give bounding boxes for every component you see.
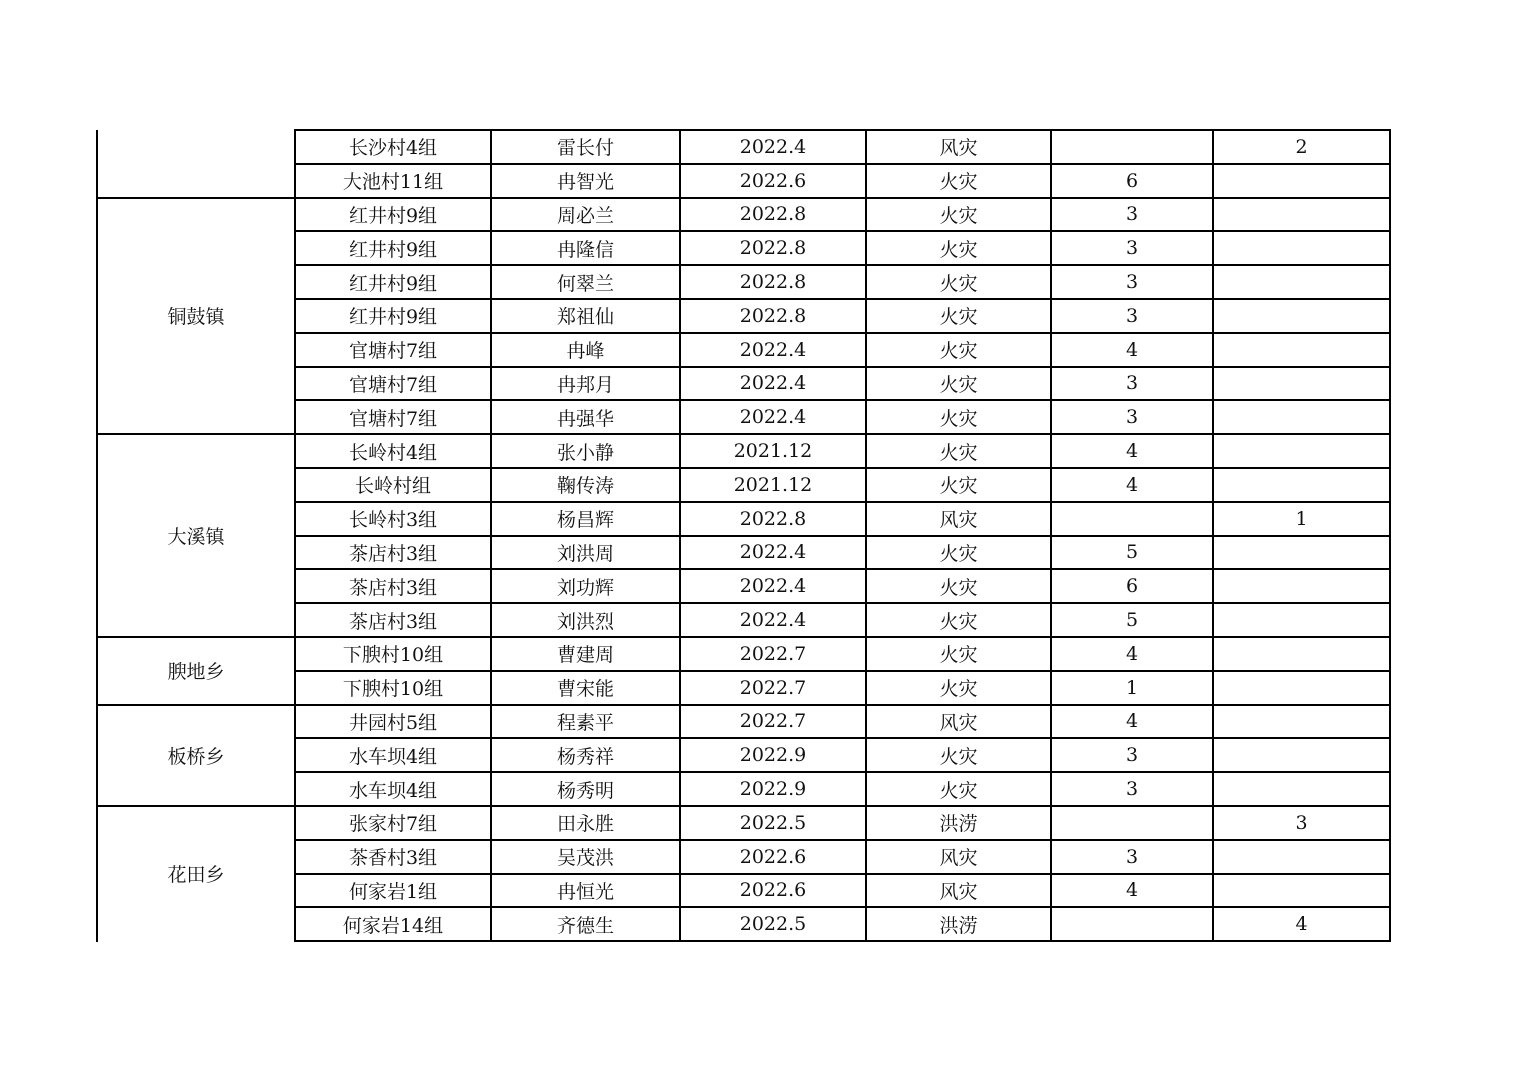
- count-cell-a: 3: [1125, 271, 1139, 294]
- column-divider: [1212, 129, 1214, 942]
- date-cell: 2022.9: [739, 778, 807, 801]
- date-cell: 2022.4: [739, 541, 807, 564]
- village-cell: 茶店村3组: [348, 542, 438, 565]
- name-cell: 冉恒光: [556, 880, 614, 903]
- disaster-type-cell: 火灾: [939, 475, 978, 498]
- count-cell-a: 4: [1125, 642, 1139, 665]
- disaster-type-cell: 洪涝: [939, 914, 978, 937]
- disaster-type-cell: 风灾: [939, 847, 978, 870]
- name-cell: 郑祖仙: [556, 306, 614, 329]
- date-cell: 2022.5: [739, 811, 807, 834]
- village-cell: 茶店村3组: [348, 576, 438, 599]
- date-cell: 2022.7: [739, 642, 807, 665]
- date-cell: 2021.12: [733, 473, 813, 496]
- date-cell: 2022.9: [739, 744, 807, 767]
- village-cell: 长岭村4组: [348, 441, 438, 464]
- count-cell-b: [1213, 299, 1390, 333]
- count-cell-a: 4: [1125, 710, 1139, 733]
- township-cell: 铜鼓镇: [167, 306, 225, 329]
- row-divider: [295, 535, 1391, 537]
- date-cell: 2022.7: [739, 676, 807, 699]
- date-cell: 2022.8: [739, 237, 807, 260]
- column-divider: [96, 130, 98, 942]
- name-cell: 张小静: [556, 441, 614, 464]
- name-cell: 刘功辉: [556, 576, 614, 599]
- name-cell: 杨昌辉: [556, 509, 614, 532]
- date-cell: 2022.8: [739, 507, 807, 530]
- date-cell: 2022.8: [739, 203, 807, 226]
- disaster-type-cell: 火灾: [939, 745, 978, 768]
- count-cell-b: 2: [1295, 135, 1308, 158]
- column-divider: [490, 129, 492, 942]
- count-cell-b: [1213, 840, 1390, 874]
- count-cell-b: [1213, 367, 1390, 401]
- village-cell: 长沙村4组: [348, 137, 438, 160]
- disaster-type-cell: 火灾: [939, 272, 978, 295]
- name-cell: 吴茂洪: [556, 847, 614, 870]
- count-cell-b: 1: [1295, 507, 1308, 530]
- village-cell: 水车坝4组: [348, 745, 438, 768]
- column-divider: [1389, 129, 1391, 942]
- village-cell: 红井村9组: [348, 238, 438, 261]
- count-cell-b: [1213, 874, 1390, 908]
- disaster-type-cell: 火灾: [939, 576, 978, 599]
- count-cell-a: 3: [1125, 744, 1139, 767]
- count-cell-b: [1213, 738, 1390, 772]
- count-cell-b: [1213, 671, 1390, 705]
- name-cell: 齐德生: [556, 914, 614, 937]
- date-cell: 2022.8: [739, 304, 807, 327]
- count-cell-a: 3: [1125, 304, 1139, 327]
- name-cell: 鞠传涛: [556, 475, 614, 498]
- name-cell: 冉智光: [556, 171, 614, 194]
- disaster-type-cell: 风灾: [939, 880, 978, 903]
- row-divider: [295, 163, 1391, 165]
- township-cell: [97, 130, 295, 198]
- disaster-type-cell: 火灾: [939, 238, 978, 261]
- name-cell: 冉邦月: [556, 373, 614, 396]
- village-cell: 红井村9组: [348, 306, 438, 329]
- row-divider: [295, 230, 1391, 232]
- count-cell-a: 5: [1125, 609, 1139, 632]
- village-cell: 张家村7组: [348, 813, 438, 836]
- row-divider: [295, 129, 1391, 131]
- count-cell-a: [1051, 907, 1213, 941]
- name-cell: 杨秀祥: [556, 745, 614, 768]
- disaster-type-cell: 火灾: [939, 542, 978, 565]
- village-cell: 官塘村7组: [348, 340, 438, 363]
- row-divider: [295, 940, 1391, 942]
- date-cell: 2022.4: [739, 338, 807, 361]
- column-divider: [294, 129, 296, 942]
- township-cell: 腴地乡: [167, 661, 225, 684]
- township-divider: [97, 433, 295, 435]
- count-cell-b: [1213, 536, 1390, 570]
- date-cell: 2022.4: [739, 609, 807, 632]
- date-cell: 2022.5: [739, 913, 807, 936]
- village-cell: 下腴村10组: [342, 644, 444, 667]
- count-cell-a: 3: [1125, 372, 1139, 395]
- date-cell: 2022.4: [739, 575, 807, 598]
- row-divider: [295, 501, 1391, 503]
- name-cell: 何翠兰: [556, 272, 614, 295]
- count-cell-b: [1213, 265, 1390, 299]
- row-divider: [295, 332, 1391, 334]
- name-cell: 冉峰: [566, 340, 605, 363]
- village-cell: 大池村11组: [342, 171, 444, 194]
- row-divider: [295, 433, 1391, 435]
- village-cell: 官塘村7组: [348, 373, 438, 396]
- row-divider: [295, 873, 1391, 875]
- row-divider: [295, 366, 1391, 368]
- row-divider: [295, 737, 1391, 739]
- count-cell-b: [1213, 434, 1390, 468]
- count-cell-b: [1213, 333, 1390, 367]
- date-cell: 2022.7: [739, 710, 807, 733]
- name-cell: 雷长付: [556, 137, 614, 160]
- disaster-type-cell: 风灾: [939, 137, 978, 160]
- count-cell-b: [1213, 468, 1390, 502]
- count-cell-a: 5: [1125, 541, 1139, 564]
- village-cell: 水车坝4组: [348, 779, 438, 802]
- name-cell: 刘洪烈: [556, 610, 614, 633]
- disaster-type-cell: 火灾: [939, 407, 978, 430]
- count-cell-b: [1213, 603, 1390, 637]
- count-cell-a: 3: [1125, 845, 1139, 868]
- village-cell: 下腴村10组: [342, 678, 444, 701]
- count-cell-a: [1051, 806, 1213, 840]
- name-cell: 田永胜: [556, 813, 614, 836]
- count-cell-a: 6: [1125, 575, 1139, 598]
- village-cell: 井园村5组: [348, 711, 438, 734]
- row-divider: [295, 636, 1391, 638]
- row-divider: [295, 467, 1391, 469]
- disaster-type-cell: 火灾: [939, 306, 978, 329]
- township-cell: 大溪镇: [167, 526, 225, 549]
- village-cell: 茶香村3组: [348, 847, 438, 870]
- row-divider: [295, 670, 1391, 672]
- disaster-type-cell: 火灾: [939, 204, 978, 227]
- count-cell-a: 3: [1125, 778, 1139, 801]
- row-divider: [295, 568, 1391, 570]
- disaster-type-cell: 火灾: [939, 340, 978, 363]
- count-cell-b: 4: [1295, 913, 1308, 936]
- count-cell-a: 1: [1125, 676, 1139, 699]
- row-divider: [295, 771, 1391, 773]
- name-cell: 杨秀明: [556, 779, 614, 802]
- row-divider: [295, 264, 1391, 266]
- row-divider: [295, 704, 1391, 706]
- column-divider: [865, 129, 867, 942]
- township-divider: [97, 805, 295, 807]
- row-divider: [295, 197, 1391, 199]
- village-cell: 长岭村组: [354, 475, 431, 498]
- count-cell-a: 3: [1125, 237, 1139, 260]
- count-cell-a: 4: [1125, 440, 1139, 463]
- count-cell-b: [1213, 198, 1390, 232]
- date-cell: 2022.6: [739, 845, 807, 868]
- count-cell-a: 3: [1125, 203, 1139, 226]
- disaster-type-cell: 火灾: [939, 373, 978, 396]
- name-cell: 刘洪周: [556, 542, 614, 565]
- village-cell: 何家岩14组: [342, 914, 444, 937]
- disaster-type-cell: 洪涝: [939, 813, 978, 836]
- count-cell-b: 3: [1295, 811, 1308, 834]
- date-cell: 2022.4: [739, 372, 807, 395]
- count-cell-b: [1213, 772, 1390, 806]
- name-cell: 程素平: [556, 711, 614, 734]
- date-cell: 2022.4: [739, 406, 807, 429]
- column-divider: [679, 129, 681, 942]
- count-cell-b: [1213, 400, 1390, 434]
- count-cell-a: [1051, 130, 1213, 164]
- village-cell: 长岭村3组: [348, 509, 438, 532]
- name-cell: 曹宋能: [556, 678, 614, 701]
- disaster-type-cell: 风灾: [939, 509, 978, 532]
- disaster-type-cell: 风灾: [939, 711, 978, 734]
- row-divider: [295, 298, 1391, 300]
- township-divider: [97, 704, 295, 706]
- column-divider: [1050, 129, 1052, 942]
- count-cell-b: [1213, 637, 1390, 671]
- disaster-type-cell: 火灾: [939, 644, 978, 667]
- township-divider: [97, 197, 295, 199]
- row-divider: [295, 906, 1391, 908]
- row-divider: [295, 602, 1391, 604]
- disaster-type-cell: 火灾: [939, 610, 978, 633]
- count-cell-a: 4: [1125, 473, 1139, 496]
- row-divider: [295, 399, 1391, 401]
- count-cell-b: [1213, 705, 1390, 739]
- disaster-type-cell: 火灾: [939, 441, 978, 464]
- name-cell: 周必兰: [556, 204, 614, 227]
- township-divider: [97, 636, 295, 638]
- row-divider: [295, 805, 1391, 807]
- name-cell: 曹建周: [556, 644, 614, 667]
- village-cell: 茶店村3组: [348, 610, 438, 633]
- village-cell: 官塘村7组: [348, 407, 438, 430]
- date-cell: 2022.6: [739, 879, 807, 902]
- date-cell: 2022.8: [739, 271, 807, 294]
- count-cell-a: 6: [1125, 169, 1139, 192]
- date-cell: 2021.12: [733, 440, 813, 463]
- count-cell-a: 3: [1125, 406, 1139, 429]
- count-cell-a: 4: [1125, 338, 1139, 361]
- disaster-type-cell: 火灾: [939, 171, 978, 194]
- village-cell: 红井村9组: [348, 204, 438, 227]
- count-cell-b: [1213, 569, 1390, 603]
- count-cell-a: [1051, 502, 1213, 536]
- township-cell: 花田乡: [167, 864, 225, 887]
- name-cell: 冉隆信: [556, 238, 614, 261]
- count-cell-b: [1213, 164, 1390, 198]
- count-cell-b: [1213, 231, 1390, 265]
- disaster-type-cell: 火灾: [939, 678, 978, 701]
- village-cell: 红井村9组: [348, 272, 438, 295]
- township-cell: 板桥乡: [167, 745, 225, 768]
- count-cell-a: 4: [1125, 879, 1139, 902]
- row-divider: [295, 839, 1391, 841]
- village-cell: 何家岩1组: [348, 880, 438, 903]
- date-cell: 2022.4: [739, 135, 807, 158]
- date-cell: 2022.6: [739, 169, 807, 192]
- name-cell: 冉强华: [556, 407, 614, 430]
- disaster-type-cell: 火灾: [939, 779, 978, 802]
